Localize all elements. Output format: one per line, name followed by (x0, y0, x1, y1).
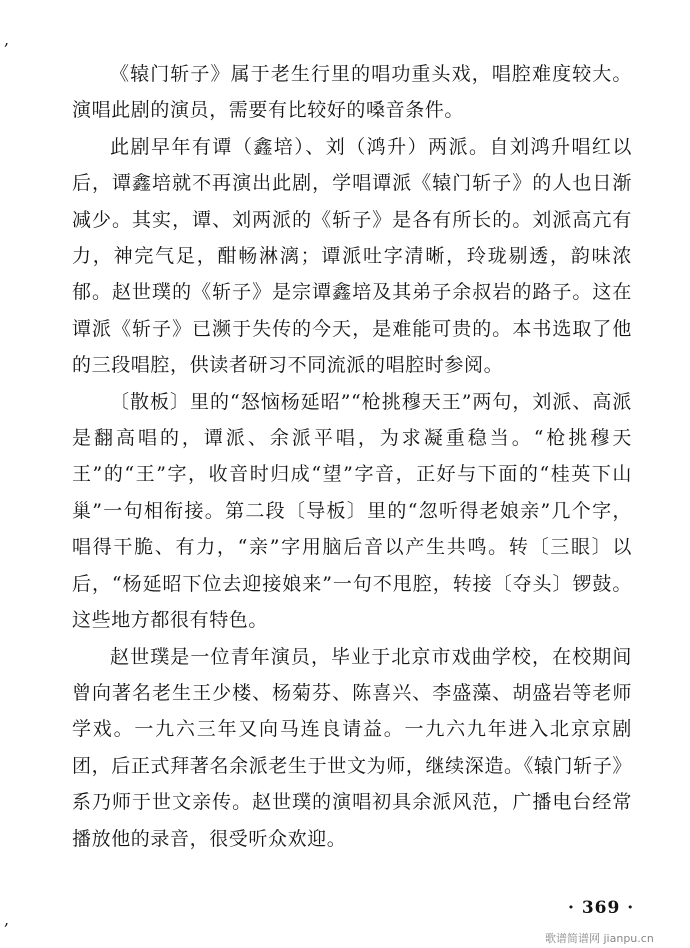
paragraph-singing-details: 〔散板〕里的“怒恼杨延昭”“枪挑穆天王”两句，刘派、高派是翻高唱的，谭派、余派平唱，为求凝重稳当。“枪挑穆天王”的“王”字，收音时归成“望”字音，正好与下面的“桂英下山巢”一句相衔接。第二段〔导板〕里的“忽听得老娘亲”几个字，唱得干脆、有力，“亲”字用脑后音以产生共鸣。转〔三眼〕以后，“杨延昭下位去迎接娘来”一句不甩腔，转接〔夺头〕锣鼓。这些地方都很有特色。 (72, 390, 632, 632)
paragraph-schools: 此剧早年有谭（鑫培）、刘（鸿升）两派。自刘鸿升唱红以后，谭鑫培就不再演出此剧，学唱谭派《辕门斩子》的人也日渐减少。其实，谭、刘两派的《斩子》是各有所长的。刘派高亢有力，神完气足，酣畅淋漓；谭派吐字清晰，玲珑剔透，韵味浓郁。赵世璞的《斩子》是宗谭鑫培及其弟子余叔岩的路子。这在谭派《斩子》已濒于失传的今天，是难能可贵的。本书选取了他的三段唱腔，供读者研习不同流派的唱腔时参阅。 (72, 135, 632, 377)
paragraph-intro: 《辕门斩子》属于老生行里的唱功重头戏，唱腔难度较大。演唱此剧的演员，需要有比较好的嗓音条件。 (72, 63, 632, 122)
page-number: · 369 · (568, 898, 635, 918)
paragraph-performer-bio: 赵世璞是一位青年演员，毕业于北京市戏曲学校，在校期间曾向著名老生王少楼、杨菊芬、陈喜兴、李盛藻、胡盛岩等老师学戏。一九六三年又向马连良请益。一九六九年进入北京京剧团，后正式拜著名余派老生于世文为师，继续深造。《辕门斩子》系乃师于世文亲传。赵世璞的演唱初具余派风范，广播电台经常播放他的录音，很受听众欢迎。 (72, 645, 632, 850)
watermark-text: 歌谱简谱网 jianpu.cn (545, 932, 654, 945)
margin-mark-top: , (4, 30, 10, 49)
margin-mark-bottom: , (4, 910, 10, 929)
body-text (72, 56, 632, 857)
